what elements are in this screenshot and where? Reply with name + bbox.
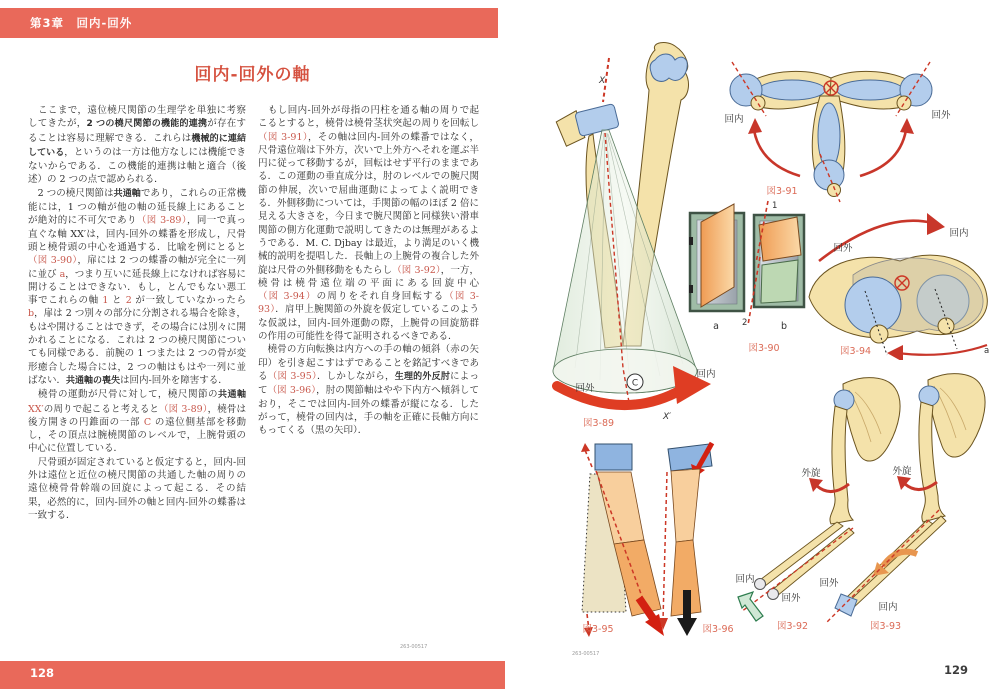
figure-3-92-93-shoulder (725, 370, 1000, 640)
radius-crossed-93 (846, 516, 946, 610)
scapula-92 (843, 378, 900, 461)
external-rotation-label: 外旋 (801, 468, 821, 479)
supination-label: 回外 (819, 578, 839, 589)
paragraph: もし回内-回外が母指の円柱を通る軸の周りで起こるとすると，橈骨は橈骨茎状突起の周りを回転し（図 3-91），その軸は回内-回外の蝶番ではなく，尺骨遠位端は下外方，次いで上外方へそれを運ぶ半円に従って移動するが，回転はせず平行のままである．この運動の垂直成分は，肘のレベルでの腕尺関節の伸展，次いで屈曲運動によってよく説明できる．外側移動については，手関節の幅のほぼ 2 倍に見える大きさを，今日まで腕尺関節と同様狭い滑車関節の側方化運動で説明してきたのは無理があるようである．M. C. Djbay は最近，より満足のいく機械的説明を提唱した．長軸上の上腕骨の複合した外旋は尺骨の外側移動をもたらし（図 3-92），一方，橈骨は橈骨遠位端の平面にある回旋中心（図 3-94）の周りをそれ自身回転する（図 3-93）．肩甲上腕関節の外旋を仮定しているこのような仮説は，回内-回外運動の際，上腕骨の回旋筋群の作用の可能性を得て証明されるべきである． (258, 105, 479, 343)
small-arrowhead-top-95 (581, 443, 590, 452)
figure-3-91-forearm-fan (708, 42, 998, 207)
supination-arc-arrowhead (900, 118, 914, 134)
supination-label: 回外 (575, 383, 595, 394)
pronation-label: 回内 (735, 574, 755, 585)
cone-label: C (631, 378, 639, 389)
figure-caption: 図3-89 (583, 418, 615, 429)
external-rotation-label: 外旋 (892, 466, 912, 477)
right-ulnar-head (897, 96, 911, 110)
figure-3-94-rotation-center (795, 205, 1000, 360)
paragraph: ここまで，遠位橈尺関節の生理学を単独に考察してきたが，2 つの橈尺関節の機能的連携が存在することは容易に理解できる．これらは機械的に連結している，というのは一方は他方なしには機能できないからである．この機能的連携は軸と適合（後述）の 2 つの点で認められる． (28, 105, 246, 186)
hinge-top (689, 237, 693, 245)
axis-1-label: 1 (772, 201, 778, 211)
page-title: 回内-回外の軸 (194, 65, 311, 85)
door-b-label: b (780, 321, 788, 332)
axis-dashed-96 (663, 472, 667, 620)
page-number-left: 128 (30, 666, 55, 680)
styloid-ball-2 (768, 589, 779, 600)
print-code-left: 263-00517 (400, 644, 428, 650)
bottom-radius (818, 103, 840, 169)
page-number-right: 129 (944, 663, 969, 677)
pronation-arc-arrow (754, 130, 800, 176)
paragraph: 2 つの橈尺関節は共通軸であり，これらの正常機能には，1 つの軸が他の軸の延長線上にあることが絶対的に不可欠であり（図 3-89），同一で真っ直ぐな軸 XX′は，回内-回外の蝶番を形成し，尺骨頭と橈骨頭の中心を通過する．比喩を例にとると（図 3-90），扉には 2 つの蝶番の軸が完全に一列に並び a，つまり互いに延長線上になければ容易に開けることはできない．もし，とんでもない悪工事でこれらの軸 1 と 2 が一致していなかったら b，扉は 2 つ別々の部分に分割される場合を除き，もはや開けることはできず，その場合には別々に開かれることになる．これは 2 つの橈尺関節についても同様である．前腕の 1 つまたは 2 つの骨が変形癒合した場合には，2 つの軸はもはや一列に並ばない．共通軸の喪失は回内-回外を障害する． (28, 187, 246, 386)
forearm-upper-96 (671, 469, 700, 542)
pronation-label: 回内 (696, 369, 716, 380)
left-ulnar-head (751, 96, 765, 110)
hinge-bottom (689, 285, 693, 293)
right-radius (837, 80, 903, 100)
pronation-label: 回内 (949, 228, 969, 239)
axis-label-x-prime: X′ (663, 412, 672, 422)
radius-section (845, 277, 901, 333)
figure-caption: 図3-94 (840, 346, 872, 357)
supination-label: 回外 (781, 593, 801, 604)
axis-label-x: X (599, 76, 606, 86)
pronation-label: 回内 (878, 602, 898, 613)
door-b-bottom-panel (761, 260, 798, 303)
text-column-2 (258, 104, 479, 437)
chapter-header-band (0, 8, 498, 38)
paragraph: 尺骨頭が固定されていると仮定すると，回内-回外は遠位と近位の橈尺関節の共通した軸の周りの遠位橈骨骨幹端の回旋によって起こる．その結果，必然的に，回内-回外の軸と回内-回外の蝶番は一致する． (28, 456, 246, 521)
figure-caption: 図3-93 (870, 621, 902, 632)
ulnar-head-section (870, 325, 888, 343)
scapula-93 (928, 374, 985, 457)
figure-caption: 図3-91 (766, 186, 798, 197)
figure-caption: 図3-92 (777, 621, 809, 632)
axis-2-label: 2 (742, 318, 748, 328)
print-code-right: 263-00517 (572, 651, 600, 657)
pronation-arc-arrowhead (927, 213, 945, 235)
door-a-label: a (713, 321, 719, 332)
pronation-arc-arrow (819, 221, 933, 261)
small-arrow-top-95 (585, 450, 592, 467)
return-arc-arrow (897, 345, 990, 356)
chapter-title: 第3章 回内-回外 (30, 16, 133, 30)
return-arc-arrowhead (887, 345, 903, 360)
paragraph: 橈骨の方向転換は内方への手の軸の傾斜（赤の矢印）を引き起こすはずであることを銘記すべきである（図 3-95）．しかしながら，生理的外反肘によって（図 3-96），肘の関節軸はやや下内方へ傾斜しており，そこでは回内-回外の蝶番が縦になる．したがって，橈骨の回内は，手の軸を正確に長軸方向にもってくる（黒の矢印）． (258, 344, 479, 437)
supination-arc-arrow (860, 130, 906, 176)
figure-caption: 図3-95 (582, 624, 614, 635)
figure-caption: 図3-90 (748, 343, 780, 354)
black-axis-arrowhead (677, 618, 697, 636)
figure-caption: 図3-96 (702, 624, 734, 635)
bottom-ulnar-head (828, 184, 841, 197)
left-radius (759, 80, 825, 100)
lateral-shift-green-arrow (738, 592, 763, 621)
text-column-1 (28, 104, 246, 522)
point-a-label: a (984, 346, 990, 356)
pronation-label: 回内 (724, 114, 744, 125)
page-footer-band (0, 661, 505, 689)
figure-3-95-96-hand-axis (540, 440, 745, 640)
paragraph: 橈骨の運動が尺骨に対して，橈尺関節の共通軸 XX′の周りで起こると考えると（図 3-89），橈骨は後方開きの円錐面の一部 C の遠位側基部を移動し，その頂点は腕橈関節のレベルで，上腕骨頭の中心に位置している． (28, 389, 246, 455)
supination-label: 回外 (931, 110, 951, 121)
styloid-ball-1 (755, 579, 766, 590)
hand-block-95 (595, 444, 632, 470)
supination-label: 回外 (833, 243, 853, 254)
pronation-arc-arrowhead (748, 118, 762, 134)
